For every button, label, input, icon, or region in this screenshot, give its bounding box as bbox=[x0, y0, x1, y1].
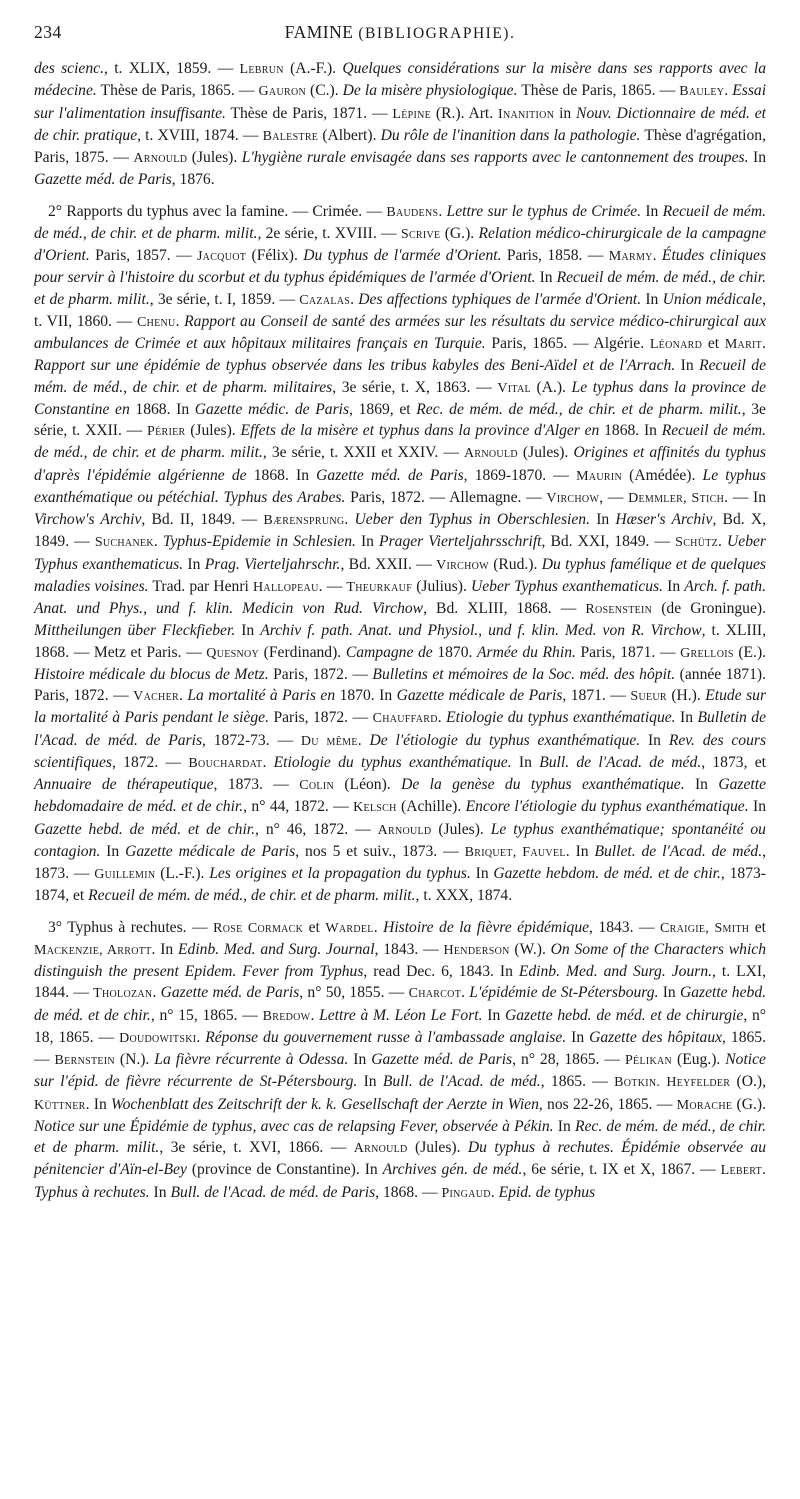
italic-title: Gazette médic. de Paris bbox=[194, 400, 350, 418]
author-name: Wardel bbox=[325, 920, 374, 936]
citation-text: , n° 46, 1872. — bbox=[255, 820, 378, 838]
author-name: Lépine bbox=[392, 106, 432, 122]
citation-text: , n° 44, 1872. — bbox=[243, 798, 354, 816]
citation-text: , n° 28, 1865. — bbox=[512, 1051, 625, 1068]
italic-title: Du typhus à rechutes. Épidémie observée au pénitencier d'Aïn-el-Bey bbox=[34, 1139, 766, 1179]
italic-title: Recueil de mém. de méd., de chir. et de pharm. milit. bbox=[88, 887, 416, 905]
author-name: Briquet, Fauvel bbox=[464, 844, 566, 860]
italic-title: Prag. Vierteljahrschr. bbox=[204, 555, 341, 573]
author-name: Lebert bbox=[720, 1163, 763, 1179]
citation-text: , 1865. — bbox=[540, 1073, 615, 1091]
citation-text: (Jules). bbox=[517, 444, 574, 462]
citation-text: (A.-F.). bbox=[283, 60, 343, 77]
italic-title: Bulletin de l'Acad. de méd. de Paris bbox=[34, 709, 767, 749]
italic-title: Epid. de typhus bbox=[498, 1183, 596, 1201]
citation-text: , Bd. XXI, 1849. — bbox=[541, 533, 676, 551]
italic-title: Ueber Typhus exanthematicus. bbox=[471, 577, 664, 595]
italic-title: Gazette hebd. de méd. et de chir. bbox=[34, 984, 767, 1024]
author-name: Theurkauf bbox=[346, 579, 413, 595]
italic-title: On Some of the Characters which distinguish the present Epidem. Fever from Typhus bbox=[34, 940, 767, 980]
citation-text: . bbox=[153, 533, 163, 551]
italic-title: Gazette hebd. de méd. et de chir. bbox=[34, 820, 256, 838]
author-name: Suchanek bbox=[94, 535, 154, 551]
author-name: Lebrun bbox=[239, 62, 284, 77]
italic-title: Histoire de la fièvre épidémique bbox=[383, 918, 590, 936]
citation-text: Paris, 1871. — bbox=[575, 643, 681, 661]
italic-title: Lettre à M. Léon Le Fort. bbox=[319, 1006, 483, 1024]
author-name: Arnould bbox=[133, 151, 188, 166]
author-name: Quesnoy bbox=[206, 645, 260, 661]
citation-text: (G.). bbox=[440, 224, 479, 242]
author-name: Morache bbox=[676, 1097, 733, 1113]
italic-title: Gazette hebdom. de méd. et de chir. bbox=[493, 865, 721, 882]
italic-title: Du typhus de l'armée d'Orient. bbox=[303, 247, 502, 264]
author-name: Bredow bbox=[262, 1008, 311, 1024]
italic-title: La mortalité à Paris en bbox=[187, 687, 336, 704]
citation-text: Trad. par Henri bbox=[148, 577, 254, 595]
citation-text: . bbox=[762, 335, 766, 352]
author-name: Colin bbox=[299, 778, 334, 793]
author-name: Hallopeau bbox=[253, 579, 319, 595]
italic-title: Origines et affinités du typhus d'après l'épidémie algérienne de bbox=[34, 444, 766, 484]
author-name: Bauley bbox=[679, 84, 725, 100]
italic-title: De la misère physiologique. bbox=[342, 82, 518, 100]
citation-text: 1868. In bbox=[129, 400, 195, 418]
author-name: Guillemin bbox=[94, 867, 156, 882]
citation-text: In bbox=[149, 1183, 171, 1201]
italic-title: Wochenblatt des Zeitschrift der k. k. Gesellschaft der Aerzte in Wien bbox=[111, 1095, 539, 1113]
citation-text: (Jules). bbox=[185, 422, 241, 439]
italic-title: Le typhus exanthématique; spontanéité ou contagion. bbox=[34, 820, 766, 860]
italic-title: Rapport au Conseil de santé des armées sur les résultats du service médico-chirurgical aux ambulances de Crimée et aux hôpitaux militaires français en Turquie. bbox=[34, 312, 766, 352]
citation-text: , t. LXI, 1844. — bbox=[34, 963, 766, 1002]
author-name: Cazalas bbox=[299, 292, 351, 308]
citation-text: , n° 50, 1855. — bbox=[299, 984, 409, 1002]
citation-text: (W.). bbox=[509, 940, 551, 958]
italic-title: Réponse du gouvernement russe à l'ambassade anglaise. bbox=[205, 1028, 567, 1046]
italic-title: Gazette méd. de Paris bbox=[34, 171, 172, 189]
citation-text: Paris, 1872. — bbox=[269, 709, 373, 727]
italic-title: Rec. de mém. de méd., de chir. et de pharm. milit. bbox=[416, 400, 742, 418]
italic-title: Gazette méd. de Paris bbox=[316, 466, 464, 484]
author-name: Mackenzie, Arrott bbox=[34, 942, 152, 958]
italic-title: Gazette médicale de Paris bbox=[396, 687, 563, 704]
italic-title: Etiologie du typhus exanthématique. bbox=[446, 709, 676, 727]
author-name: Balestre bbox=[262, 128, 319, 144]
citation-text: In bbox=[748, 149, 767, 166]
bibliography-text bbox=[34, 58, 766, 1204]
citation-text: . In bbox=[151, 940, 178, 958]
citation-text: , 3e série, t. XVI, 1866. — bbox=[159, 1139, 354, 1156]
italic-title: Le typhus exanthématique ou pétéchial. Typhus des Arabes. bbox=[34, 466, 766, 506]
citation-text: in bbox=[554, 104, 577, 122]
citation-text: . bbox=[437, 709, 447, 727]
italic-title: Bulletins et mémoires de la Soc. méd. des hôpit. bbox=[372, 665, 676, 683]
italic-title: des scienc. bbox=[34, 60, 104, 77]
italic-title: Bullet. de l'Acad. de méd. bbox=[594, 842, 763, 860]
italic-title: Du rôle de l'inanition dans la pathologie. bbox=[380, 126, 641, 144]
citation-text: (A.). bbox=[530, 378, 572, 396]
citation-text: . bbox=[718, 533, 728, 551]
italic-title: Campagne de bbox=[345, 643, 433, 661]
citation-text: . bbox=[357, 731, 370, 749]
author-name: Vacher bbox=[133, 689, 179, 704]
citation-text: . In bbox=[85, 1095, 112, 1113]
citation-text: , 3e série, t. X, 1863. — bbox=[332, 378, 498, 396]
author-name: Rose Cormack bbox=[213, 920, 304, 936]
citation-text: In bbox=[553, 1117, 575, 1135]
citation-text: In bbox=[482, 1006, 505, 1024]
citation-text: In bbox=[470, 865, 494, 882]
author-name: Doudowitski bbox=[119, 1030, 197, 1046]
citation-text: (province de Constantine). In bbox=[186, 1161, 383, 1179]
italic-title: Virchow's Archiv bbox=[34, 511, 142, 528]
citation-text: In bbox=[641, 202, 663, 220]
citation-text: , 1872-73. — bbox=[202, 731, 301, 749]
citation-text: (Ferdinand). bbox=[259, 643, 346, 661]
italic-title: Les origines et la propagation du typhus. bbox=[209, 865, 471, 882]
citation-text: , Bd. XXII. — bbox=[340, 555, 437, 573]
running-head-title: FAMINE bbox=[284, 22, 354, 42]
italic-title: Etude sur la mortalité à Paris pendant le siège. bbox=[34, 687, 767, 727]
author-name: Schütz bbox=[675, 535, 719, 551]
citation-text: et bbox=[749, 918, 766, 936]
citation-text: . bbox=[373, 918, 384, 936]
author-name: Jacquot bbox=[196, 249, 247, 264]
citation-text: (Léon). bbox=[333, 776, 402, 793]
citation-text: . bbox=[344, 511, 355, 528]
citation-text: Paris, 1857. — bbox=[89, 247, 197, 264]
citation-text: . bbox=[196, 1028, 206, 1046]
author-name: Virchow bbox=[546, 490, 600, 506]
citation-text: In bbox=[640, 731, 669, 749]
citation-text: , 6e série, t. IX et X, 1867. — bbox=[522, 1161, 721, 1179]
italic-title: Bull. de l'Acad. de méd. de Paris bbox=[170, 1183, 376, 1201]
italic-title: Ueber Typhus exanthematicus. bbox=[34, 533, 766, 573]
citation-text: Thèse de Paris, 1865. — bbox=[517, 82, 680, 100]
bibliography-paragraph-typhus-famine bbox=[34, 201, 766, 907]
italic-title: Gazette hebd. de méd. et de chirurgie bbox=[505, 1006, 744, 1024]
citation-text: et bbox=[303, 918, 326, 936]
citation-text: (Félix). bbox=[246, 247, 304, 264]
author-name: Virchow bbox=[436, 557, 489, 573]
citation-text: (L.-F.). bbox=[155, 865, 210, 882]
italic-title: Recueil de mém. de méd., de chir. et de pharm. milit. bbox=[34, 202, 767, 242]
citation-text: . bbox=[461, 984, 470, 1002]
citation-text: , 1873, et bbox=[701, 753, 767, 771]
author-name: Bernstein bbox=[54, 1053, 115, 1068]
citation-text: (Albert). bbox=[318, 126, 381, 144]
citation-text: , nos 22-26, 1865. — bbox=[538, 1095, 677, 1113]
citation-text: (H.). bbox=[666, 687, 706, 704]
italic-title: Rec. de mém. de méd., de chir. et de pharm. milit. bbox=[34, 1117, 766, 1156]
italic-title: Nouv. Dictionnaire de méd. et de chir. pratique bbox=[34, 104, 767, 144]
citation-text: , 1868. — bbox=[375, 1183, 442, 1201]
author-name: Rosenstein bbox=[585, 602, 653, 617]
author-name: Bouchardat bbox=[188, 755, 263, 771]
citation-text: (Jules). bbox=[407, 1139, 468, 1156]
citation-text: Thèse de Paris, 1865. — bbox=[96, 82, 259, 100]
italic-title: Quelques considérations sur la misère dans ses rapports avec la médecine. bbox=[34, 60, 766, 100]
citation-text: . bbox=[350, 290, 359, 308]
citation-text: , t. XVIII, 1874. — bbox=[137, 126, 263, 144]
author-name: Inanition bbox=[497, 106, 555, 122]
citation-text: , 3e série, t. XXII. — bbox=[34, 400, 766, 439]
citation-text: 1870. In bbox=[335, 687, 397, 704]
citation-text: In bbox=[355, 533, 380, 551]
italic-title: Typhus à rechutes. bbox=[34, 1183, 150, 1201]
author-name: Demmler, Stich bbox=[628, 490, 725, 506]
author-name: Maurin bbox=[576, 468, 622, 484]
author-name: Baudens bbox=[386, 204, 439, 220]
italic-title: Gazette médicale de Paris bbox=[125, 842, 296, 860]
citation-text: , 1865. — bbox=[34, 1028, 766, 1068]
italic-title: Archives gén. de méd. bbox=[382, 1161, 523, 1179]
italic-title: Edinb. Med. and Surg. Journal bbox=[178, 940, 375, 958]
italic-title: Armée du Rhin. bbox=[477, 643, 576, 661]
citation-text: In bbox=[357, 1073, 383, 1091]
author-name: Arnould bbox=[464, 446, 518, 462]
citation-text: , 1869, et bbox=[349, 400, 417, 418]
author-name: Craigie, Smith bbox=[659, 920, 750, 936]
author-name: Chenu bbox=[136, 314, 176, 330]
citation-text: In bbox=[566, 1028, 590, 1046]
citation-text: In bbox=[675, 357, 700, 375]
citation-text: In bbox=[348, 1051, 372, 1068]
author-name: Gauron bbox=[258, 84, 306, 100]
citation-text: , 1872. — bbox=[111, 753, 189, 771]
italic-title: Essai sur l'alimentation insuffisante. bbox=[34, 82, 767, 122]
italic-title: Etiologie du typhus exanthématique. bbox=[273, 753, 512, 771]
citation-text: In bbox=[535, 269, 557, 287]
citation-text: 1868. In bbox=[246, 466, 317, 484]
author-name: Léonard bbox=[649, 337, 703, 352]
italic-title: Histoire médicale du blocus de Metz. bbox=[34, 665, 269, 683]
running-head bbox=[74, 22, 766, 43]
italic-title: Rev. des cours scientifiques bbox=[34, 731, 767, 771]
bibliography-paragraph-typhus-rechutes bbox=[34, 917, 766, 1204]
citation-text: , n° 18, 1865. — bbox=[34, 1006, 766, 1046]
citation-text: . bbox=[152, 984, 161, 1002]
citation-text: , 1871. — bbox=[562, 687, 631, 704]
citation-text: , Bd. II, 1849. — bbox=[141, 511, 264, 528]
author-name: Du même bbox=[300, 733, 358, 749]
italic-title: Mittheilungen über Fleckfieber. bbox=[34, 622, 236, 640]
italic-title: Prager Vierteljahrsschrift bbox=[379, 533, 542, 551]
page-header bbox=[34, 22, 766, 58]
italic-title: Bull. de l'Acad. de méd. bbox=[539, 753, 702, 771]
author-name: Charcot bbox=[408, 986, 462, 1002]
author-name: Tholozan bbox=[93, 986, 153, 1002]
citation-text: , Bd. X, 1849. — bbox=[34, 511, 767, 551]
citation-text: . In bbox=[565, 842, 595, 860]
italic-title: Études cliniques pour servir à l'histoire du scorbut et du typhus épidémiques de l'armée d'Orient. bbox=[34, 247, 767, 287]
citation-text: , t. XLIX, 1859. — bbox=[103, 60, 240, 77]
citation-text: . bbox=[310, 1006, 320, 1024]
author-name: Marit bbox=[724, 337, 763, 352]
bibliography-paragraph-misere bbox=[34, 58, 766, 191]
citation-text: , 1873. — bbox=[213, 776, 300, 793]
citation-text: , 2e série, t. XVIII. — bbox=[257, 224, 401, 242]
italic-title: Des affections typhiques de l'armée d'Orient. bbox=[358, 290, 642, 308]
italic-title: Bull. de l'Acad. de méd. bbox=[382, 1073, 541, 1091]
citation-text: Paris, 1872. — Allemagne. — bbox=[345, 488, 547, 506]
italic-title: Gazette méd. de Paris bbox=[371, 1051, 513, 1068]
book-page bbox=[34, 22, 766, 1204]
citation-text: (R.). Art. bbox=[431, 104, 498, 122]
citation-text: In bbox=[658, 984, 680, 1002]
citation-text: (de Groningue). bbox=[652, 600, 766, 617]
citation-text: In bbox=[663, 577, 685, 595]
citation-text: Paris, 1865. — Algérie. bbox=[485, 335, 650, 352]
author-name: Marmy bbox=[608, 249, 653, 264]
citation-text: , 1869-1870. — bbox=[463, 466, 577, 484]
author-name: Périer bbox=[146, 424, 186, 439]
italic-title: Effets de la misère et typhus dans la province d'Alger en bbox=[240, 422, 600, 439]
citation-text: , t. XXX, 1874. bbox=[415, 887, 513, 905]
author-name: Arnould bbox=[377, 822, 432, 838]
citation-text: 1868. In bbox=[599, 422, 662, 439]
citation-text: . — In bbox=[724, 488, 766, 506]
citation-text: . bbox=[762, 1161, 766, 1179]
italic-title: Annuaire de thérapeutique bbox=[34, 776, 214, 793]
italic-title: La fièvre récurrente à Odessa. bbox=[154, 1051, 349, 1068]
citation-text: , — bbox=[599, 488, 629, 506]
citation-text: (G.). bbox=[732, 1095, 766, 1113]
citation-text: In bbox=[589, 511, 616, 528]
citation-text: (Jules). bbox=[431, 820, 491, 838]
author-name: Kelsch bbox=[353, 800, 397, 816]
citation-text: 3° Typhus à rechutes. — bbox=[48, 918, 214, 936]
author-name: Chauffard bbox=[372, 711, 438, 727]
citation-text: In bbox=[183, 555, 205, 573]
citation-text: , 1876. bbox=[171, 171, 215, 189]
italic-title: Arch. f. path. Anat. und Phys., und f. klin. Medicin von Rud. Virchow bbox=[34, 577, 767, 617]
citation-text: . bbox=[490, 1183, 499, 1201]
italic-title: De l'étiologie du typhus exanthématique. bbox=[369, 731, 641, 749]
citation-text: In bbox=[100, 842, 126, 860]
citation-text: . bbox=[438, 202, 447, 220]
author-name: Pingaud bbox=[441, 1185, 491, 1201]
citation-text: (Eug.). bbox=[672, 1051, 726, 1068]
citation-text: , t. VII, 1860. — bbox=[34, 290, 766, 330]
citation-text: In bbox=[235, 622, 261, 640]
citation-text: (Rud.). bbox=[488, 555, 542, 573]
italic-title: Notice sur une Épidémie de typhus, avec cas de relapsing Fever, observée à Pékin. bbox=[34, 1117, 554, 1135]
citation-text: (O.), bbox=[730, 1073, 766, 1091]
citation-text: , 1873-1874, et bbox=[34, 865, 766, 905]
author-name: Henderson bbox=[443, 942, 510, 958]
citation-text: , Bd. XLIII, 1868. — bbox=[423, 600, 586, 617]
citation-text: . bbox=[724, 82, 733, 100]
citation-text: . bbox=[652, 247, 662, 264]
author-name: Bærensprung bbox=[263, 513, 345, 528]
italic-title: L'épidémie de St-Pétersbourg. bbox=[469, 984, 659, 1002]
italic-title: Typhus-Epidemie in Schlesien. bbox=[162, 533, 356, 551]
citation-text: , 3e série, t. XXII et XXIV. — bbox=[262, 444, 464, 462]
italic-title: Ueber den Typhus in Oberschlesien. bbox=[354, 511, 590, 528]
running-head-subtitle: (BIBLIOGRAPHIE). bbox=[358, 25, 516, 42]
citation-text: , 1843. — bbox=[374, 940, 444, 958]
citation-text: (N.). bbox=[114, 1051, 155, 1068]
italic-title: Gazette des hôpitaux bbox=[589, 1028, 723, 1046]
citation-text: . bbox=[178, 687, 188, 704]
citation-text: 1870. bbox=[432, 643, 478, 661]
citation-text: , nos 5 et suiv., 1873. — bbox=[295, 842, 465, 860]
author-name: Pélikan bbox=[624, 1053, 673, 1068]
italic-title: Gazette hebdomadaire de méd. et de chir. bbox=[34, 776, 766, 816]
citation-text: . — bbox=[318, 577, 347, 595]
italic-title: Encore l'étiologie du typhus exanthématique. bbox=[465, 798, 749, 816]
author-name: Sueur bbox=[630, 689, 667, 704]
author-name: Küttner bbox=[34, 1097, 86, 1113]
citation-text: In bbox=[511, 753, 540, 771]
italic-title: Lettre sur le typhus de Crimée. bbox=[446, 202, 642, 220]
citation-text: (Julius). bbox=[412, 577, 471, 595]
citation-text: et bbox=[702, 335, 725, 352]
citation-text: , 1873. — bbox=[34, 842, 767, 882]
author-name: Scrive bbox=[400, 226, 441, 242]
citation-text: , 3e série, t. I, 1859. — bbox=[149, 290, 300, 308]
italic-title: Rapport sur une épidémie de typhus observée dans les tribus kabyles des Beni-Aïdel et de l'Arrach. bbox=[34, 357, 676, 375]
citation-text: Thèse d'agrégation, Paris, 1875. — bbox=[34, 126, 766, 166]
citation-text: . bbox=[175, 312, 185, 330]
citation-text: (année 1871). Paris, 1872. — bbox=[34, 665, 766, 704]
citation-text: (C.). bbox=[305, 82, 343, 100]
italic-title: Relation médico-chirurgicale de la campagne d'Orient. bbox=[34, 224, 767, 264]
italic-title: Hæser's Archiv bbox=[615, 511, 713, 528]
citation-text: . bbox=[262, 753, 274, 771]
citation-text: In bbox=[675, 709, 698, 727]
author-name: Vital bbox=[497, 380, 531, 396]
citation-text: Paris, 1872. — bbox=[268, 665, 373, 683]
citation-text: , read Dec. 6, 1843. In bbox=[363, 963, 519, 980]
italic-title: Notice sur l'épid. de fièvre récurrente de St-Pétersbourg. bbox=[34, 1051, 766, 1091]
page-number: 234 bbox=[34, 22, 62, 42]
citation-text: , t. XLIII, 1868. — Metz et Paris. — bbox=[34, 622, 766, 661]
italic-title: De la genèse du typhus exanthématique. bbox=[401, 776, 685, 793]
citation-text: (Achille). bbox=[396, 798, 466, 816]
author-name: Botkin. Heyfelder bbox=[614, 1075, 731, 1091]
italic-title: Recueil de mém. de méd., de chir. et de pharm. militaires bbox=[34, 357, 766, 396]
citation-text: 2° Rapports du typhus avec la famine. — Crimée. — bbox=[48, 202, 387, 220]
italic-title: Union médicale bbox=[662, 290, 763, 308]
citation-text: , 1843. — bbox=[589, 918, 660, 936]
citation-text: (E.). bbox=[733, 643, 767, 661]
italic-title: L'hygiène rurale envisagée dans ses rapports avec le cantonnement des troupes. bbox=[241, 149, 749, 166]
citation-text: In bbox=[748, 798, 766, 816]
citation-text: In bbox=[641, 290, 663, 308]
author-name: Grellois bbox=[680, 645, 734, 661]
italic-title: Recueil de mém. de méd., de chir. et de pharm. milit. bbox=[34, 269, 767, 308]
author-name: Arnould bbox=[353, 1141, 408, 1156]
italic-title: Gazette méd. de Paris bbox=[160, 984, 300, 1002]
italic-title: Recueil de mém. de méd., de chir. et de pharm. milit. bbox=[34, 422, 767, 462]
italic-title: Archiv f. path. Anat. und Physiol., und f. klin. Med. von R. Virchow bbox=[260, 622, 702, 640]
citation-text: (Amédée). bbox=[621, 466, 703, 484]
italic-title: Le typhus dans la province de Constantine en bbox=[34, 378, 767, 418]
citation-text: Paris, 1858. — bbox=[501, 247, 609, 264]
italic-title: Edinb. Med. and Surg. Journ. bbox=[518, 963, 713, 980]
italic-title: Du typhus famélique et de quelques maladies voisines. bbox=[34, 555, 766, 595]
citation-text: In bbox=[684, 776, 719, 793]
citation-text: (Jules). bbox=[187, 149, 242, 166]
citation-text: Thèse de Paris, 1871. — bbox=[225, 104, 393, 122]
citation-text: , n° 15, 1865. — bbox=[150, 1006, 263, 1024]
